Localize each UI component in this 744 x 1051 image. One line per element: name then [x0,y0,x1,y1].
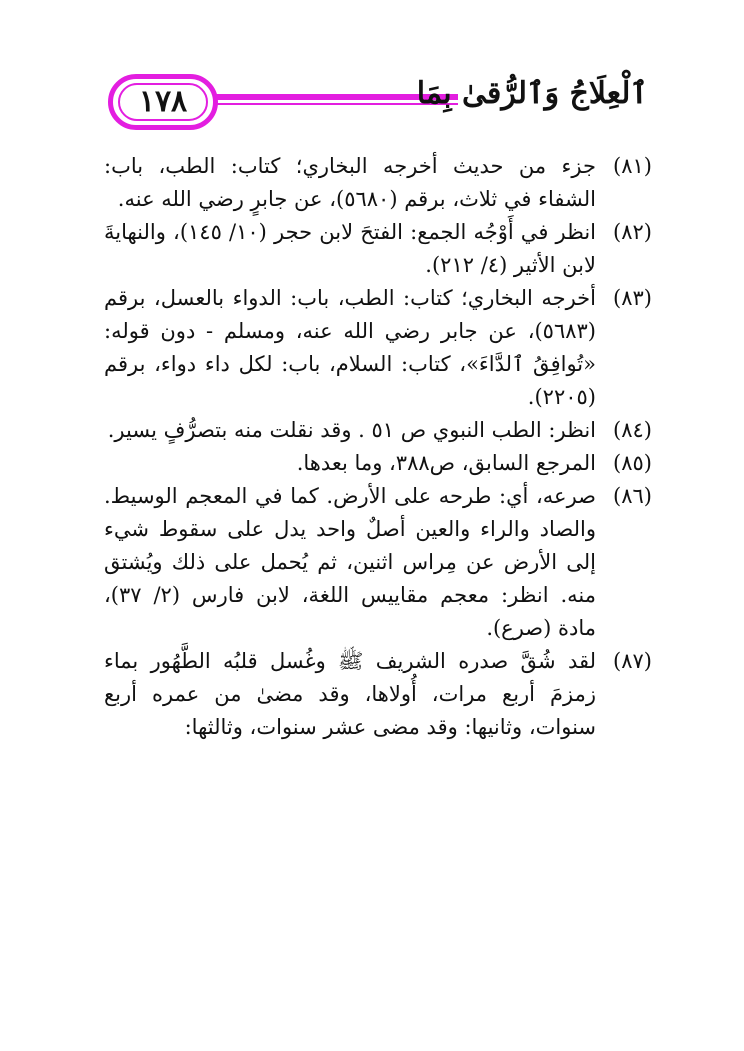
footnotes-list [104,150,652,744]
footnote-text: جزء من حديث أخرجه البخاري؛ كتاب: الطب، باب: الشفاء في ثلاث، برقم (٥٦٨٠)، عن جابرٍ رضي الله عنه. [104,154,596,211]
footnote-number: (٨٣) [613,286,652,310]
footnote [104,447,652,480]
footnote-text: المرجع السابق، ص٣٨٨، وما بعدها. [296,451,596,475]
footnote-text: انظر: الطب النبوي ص ٥١ . وقد نقلت منه بتصرُّفٍ يسير. [107,418,596,442]
footnote-text: لقد شُقَّ صدره الشريف ﷺ وغُسل قلبُه الطَّهُور بماء زمزمَ أربع مرات، أُولاها، وقد مضىٰ من عمره أربع سنوات، وثانيها: وقد مضى عشر سنوات، وثالثها: [104,649,596,739]
footnote [104,645,652,744]
page-number: ١٧٨ [118,83,208,121]
footnote-number: (٨٤) [613,418,652,442]
running-title: ٱلْعِلَاجُ وَٱلرُّقىٰ بِمَا [416,76,648,111]
footnote-number: (٨٦) [613,484,652,508]
footnote [104,216,652,282]
page-header [108,74,648,132]
footnote-number: (٨٥) [613,451,652,475]
footnote-number: (٨٢) [613,220,652,244]
footnote-number: (٨٧) [613,649,652,673]
footnote-text: انظر في أَوْجُه الجمع: الفتحَ لابن حجر (١٠/ ١٤٥)، والنهايةَ لابن الأثير (٤/ ٢١٢). [104,220,596,277]
footnote [104,282,652,414]
footnote [104,150,652,216]
footnote [104,414,652,447]
footnote-number: (٨١) [613,154,652,178]
footnote-text: أخرجه البخاري؛ كتاب: الطب، باب: الدواء بالعسل، برقم (٥٦٨٣)، عن جابر رضي الله عنه، ومسلم - دون قوله: «تُوافِقُ ٱلدَّاءَ»، كتاب: السلام، باب: لكل داء دواء، برقم (٢٢٠٥). [104,286,596,409]
page-number-badge [108,74,218,130]
footnote-text: صرعه، أي: طرحه على الأرض. كما في المعجم الوسيط. والصاد والراء والعين أصلٌ واحد يدل على سقوط شيء إلى الأرض عن مِراس اثنين، ثم يُحمل على ذلك ويُشتق منه. انظر: معجم مقاييس اللغة، لابن فارس (٢/ ٣٧)، مادة (صرع). [104,484,596,640]
footnote [104,480,652,645]
